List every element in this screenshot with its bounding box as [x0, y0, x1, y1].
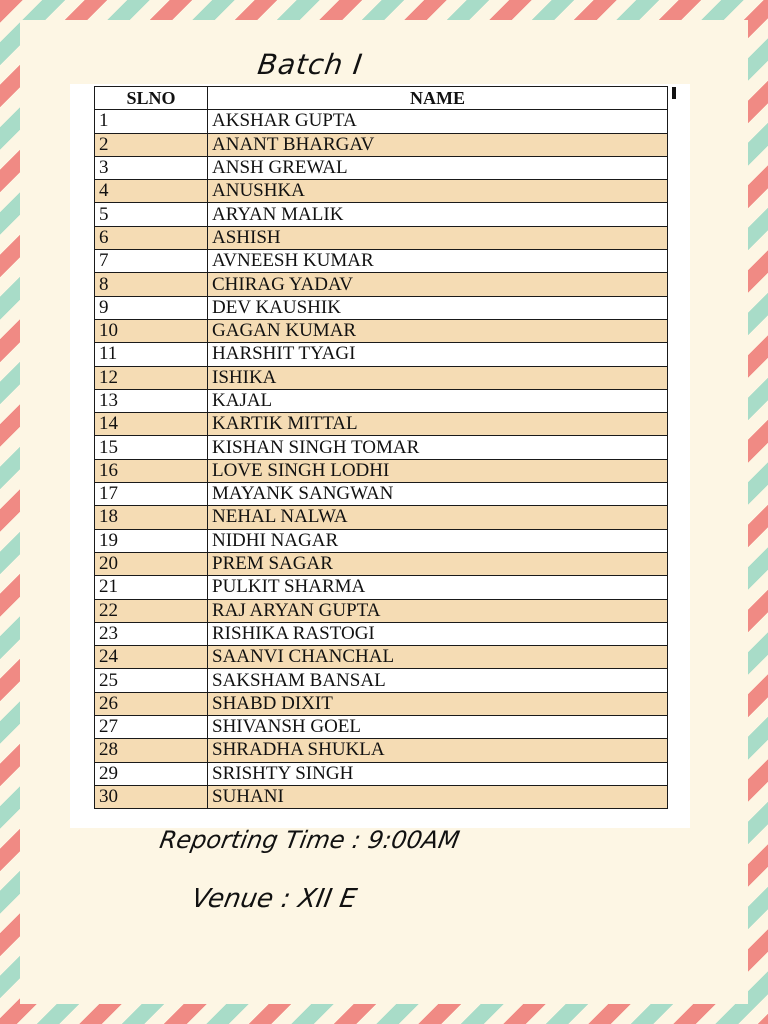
table-row: [95, 762, 668, 785]
row-name: DEV KAUSHIK: [208, 296, 668, 319]
table-row: [95, 552, 668, 575]
row-slno: 13: [95, 389, 208, 412]
table-row: [95, 576, 668, 599]
table-row: [95, 389, 668, 412]
table-row: [95, 436, 668, 459]
table-row: [95, 366, 668, 389]
header-name: NAME: [208, 87, 668, 110]
table-row: [95, 529, 668, 552]
table-row: [95, 459, 668, 482]
table-row: [95, 716, 668, 739]
row-name: SUHANI: [208, 785, 668, 808]
table-row: [95, 110, 668, 133]
row-name: NIDHI NAGAR: [208, 529, 668, 552]
table-row: [95, 203, 668, 226]
row-name: AKSHAR GUPTA: [208, 110, 668, 133]
table-row: [95, 785, 668, 808]
cell-cursor-mark: [672, 87, 676, 99]
name-list-sheet: [70, 84, 690, 828]
row-name: HARSHIT TYAGI: [208, 343, 668, 366]
row-slno: 26: [95, 692, 208, 715]
row-slno: 10: [95, 319, 208, 342]
table-row: [95, 506, 668, 529]
row-name: SHABD DIXIT: [208, 692, 668, 715]
row-slno: 14: [95, 413, 208, 436]
row-name: ASHISH: [208, 226, 668, 249]
table-row: [95, 343, 668, 366]
row-name: SAKSHAM BANSAL: [208, 669, 668, 692]
table-row: [95, 622, 668, 645]
row-name: SAANVI CHANCHAL: [208, 646, 668, 669]
reporting-time-note: Reporting Time : 9:00AM: [157, 826, 462, 854]
row-slno: 3: [95, 156, 208, 179]
row-slno: 22: [95, 599, 208, 622]
table-row: [95, 180, 668, 203]
row-slno: 18: [95, 506, 208, 529]
row-name: SHIVANSH GOEL: [208, 716, 668, 739]
row-slno: 24: [95, 646, 208, 669]
row-slno: 20: [95, 552, 208, 575]
table-row: [95, 739, 668, 762]
table-row: [95, 273, 668, 296]
row-name: CHIRAG YADAV: [208, 273, 668, 296]
table-row: [95, 669, 668, 692]
row-slno: 30: [95, 785, 208, 808]
venue-note: Venue : XII E: [189, 884, 359, 914]
row-name: KISHAN SINGH TOMAR: [208, 436, 668, 459]
table-row: [95, 296, 668, 319]
row-name: RISHIKA RASTOGI: [208, 622, 668, 645]
row-name: ANUSHKA: [208, 180, 668, 203]
row-slno: 8: [95, 273, 208, 296]
table-row: [95, 483, 668, 506]
student-table: [94, 86, 668, 809]
row-name: PREM SAGAR: [208, 552, 668, 575]
row-slno: 21: [95, 576, 208, 599]
row-name: MAYANK SANGWAN: [208, 483, 668, 506]
row-slno: 1: [95, 110, 208, 133]
batch-title: Batch I: [255, 48, 365, 81]
table-body: [95, 110, 668, 809]
row-name: PULKIT SHARMA: [208, 576, 668, 599]
table-row: [95, 599, 668, 622]
row-name: ARYAN MALIK: [208, 203, 668, 226]
row-name: KARTIK MITTAL: [208, 413, 668, 436]
row-slno: 6: [95, 226, 208, 249]
row-slno: 4: [95, 180, 208, 203]
row-slno: 5: [95, 203, 208, 226]
row-name: NEHAL NALWA: [208, 506, 668, 529]
row-name: ISHIKA: [208, 366, 668, 389]
table-row: [95, 133, 668, 156]
table-row: [95, 156, 668, 179]
table-row: [95, 319, 668, 342]
row-name: KAJAL: [208, 389, 668, 412]
row-name: ANSH GREWAL: [208, 156, 668, 179]
row-slno: 23: [95, 622, 208, 645]
row-name: SHRADHA SHUKLA: [208, 739, 668, 762]
row-slno: 7: [95, 250, 208, 273]
table-row: [95, 226, 668, 249]
row-slno: 28: [95, 739, 208, 762]
row-slno: 17: [95, 483, 208, 506]
header-slno: SLNO: [95, 87, 208, 110]
row-name: LOVE SINGH LODHI: [208, 459, 668, 482]
row-slno: 15: [95, 436, 208, 459]
table-row: [95, 692, 668, 715]
row-name: SRISHTY SINGH: [208, 762, 668, 785]
row-slno: 11: [95, 343, 208, 366]
row-name: RAJ ARYAN GUPTA: [208, 599, 668, 622]
row-slno: 29: [95, 762, 208, 785]
table-row: [95, 250, 668, 273]
table-header-row: [95, 87, 668, 110]
row-slno: 19: [95, 529, 208, 552]
table-row: [95, 413, 668, 436]
row-name: ANANT BHARGAV: [208, 133, 668, 156]
row-slno: 12: [95, 366, 208, 389]
row-slno: 9: [95, 296, 208, 319]
table-row: [95, 646, 668, 669]
row-name: GAGAN KUMAR: [208, 319, 668, 342]
row-slno: 27: [95, 716, 208, 739]
row-slno: 2: [95, 133, 208, 156]
row-name: AVNEESH KUMAR: [208, 250, 668, 273]
row-slno: 25: [95, 669, 208, 692]
row-slno: 16: [95, 459, 208, 482]
